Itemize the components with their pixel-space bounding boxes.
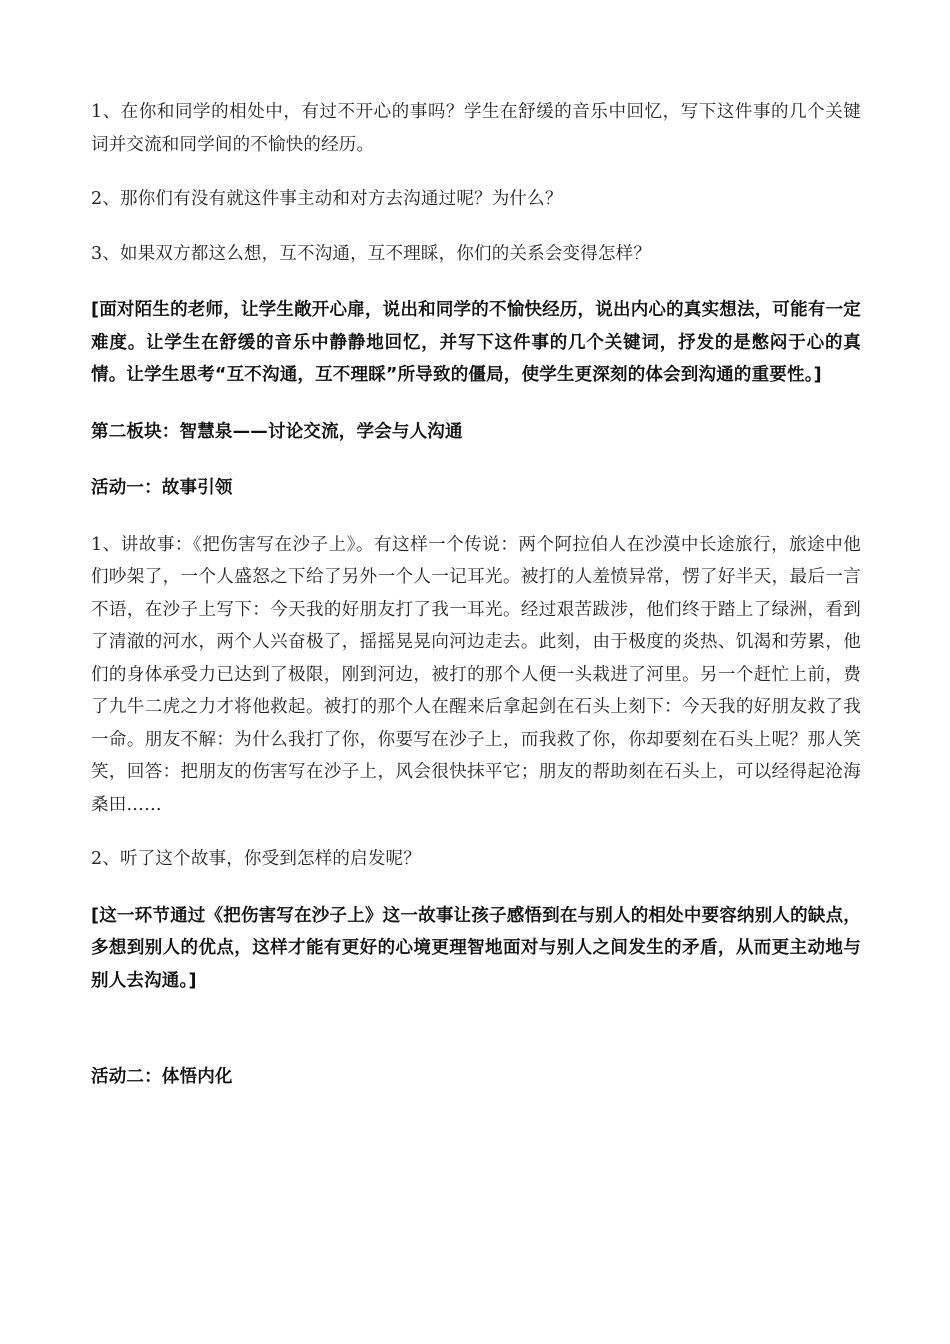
- document-page: [91, 96, 861, 1094]
- story-question: 2、听了这个故事，你受到怎样的启发呢？: [91, 849, 421, 869]
- question-1: 1、在你和同学的相处中，有过不开心的事吗？学生在舒缓的音乐中回忆，写下这件事的几个关键词并交流和同学间的不愉快的经历。: [91, 102, 861, 155]
- teaching-note-1: [面对陌生的老师，让学生敞开心扉，说出和同学的不愉快经历，说出内心的真实想法，可能有一定难度。让学生在舒缓的音乐中静静地回忆，并写下这件事的几个关键词，抒发的是憋闷于心的真情。让学生思考“互不沟通，互不理睬”所导致的僵局，使学生更深刻的体会到沟通的重要性。]: [91, 300, 861, 385]
- activity-2-title: 活动二：体悟内化: [91, 1067, 233, 1087]
- story-paragraph: 1、讲故事：《把伤害写在沙子上》。有这样一个传说：两个阿拉伯人在沙漠中长途旅行，旅途中他们吵架了，一个人盛怒之下给了另外一个人一记耳光。被打的人羞愤异常，愣了好半天，最后一言不语，在沙子上写下：今天我的好朋友打了我一耳光。经过艰苦跋涉，他们终于踏上了绿洲，看到了清澈的河水，两个人兴奋极了，摇摇晃晃向河边走去。此刻，由于极度的炎热、饥渴和劳累，他们的身体承受力已达到了极限，刚到河边，被打的那个人便一头栽进了河里。另一个赶忙上前，费了九牛二虎之力才将他救起。被打的那个人在醒来后拿起剑在石头上刻下：今天我的好朋友救了我一命。朋友不解：为什么我打了你，你要写在沙子上，而我救了你，你却要刻在石头上呢？那人笑笑，回答：把朋友的伤害写在沙子上，风会很快抹平它；朋友的帮助刻在石头上，可以经得起沧海桑田……: [91, 534, 861, 815]
- activity-1-title: 活动一：故事引领: [91, 478, 233, 498]
- section-2-title: 第二板块：智慧泉——讨论交流，学会与人沟通: [91, 421, 463, 442]
- question-2: 2、那你们有没有就这件事主动和对方去沟通过呢？为什么？: [91, 189, 563, 209]
- teaching-note-2: [这一环节通过《把伤害写在沙子上》这一故事让孩子感悟到在与别人的相处中要容纳别人的缺点，多想到别人的优点，这样才能有更好的心境更理智地面对与别人之间发生的矛盾，从而更主动地与别人去沟通。]: [91, 905, 861, 991]
- question-3: 3、如果双方都这么想，互不沟通，互不理睬，你们的关系会变得怎样？: [91, 243, 652, 264]
